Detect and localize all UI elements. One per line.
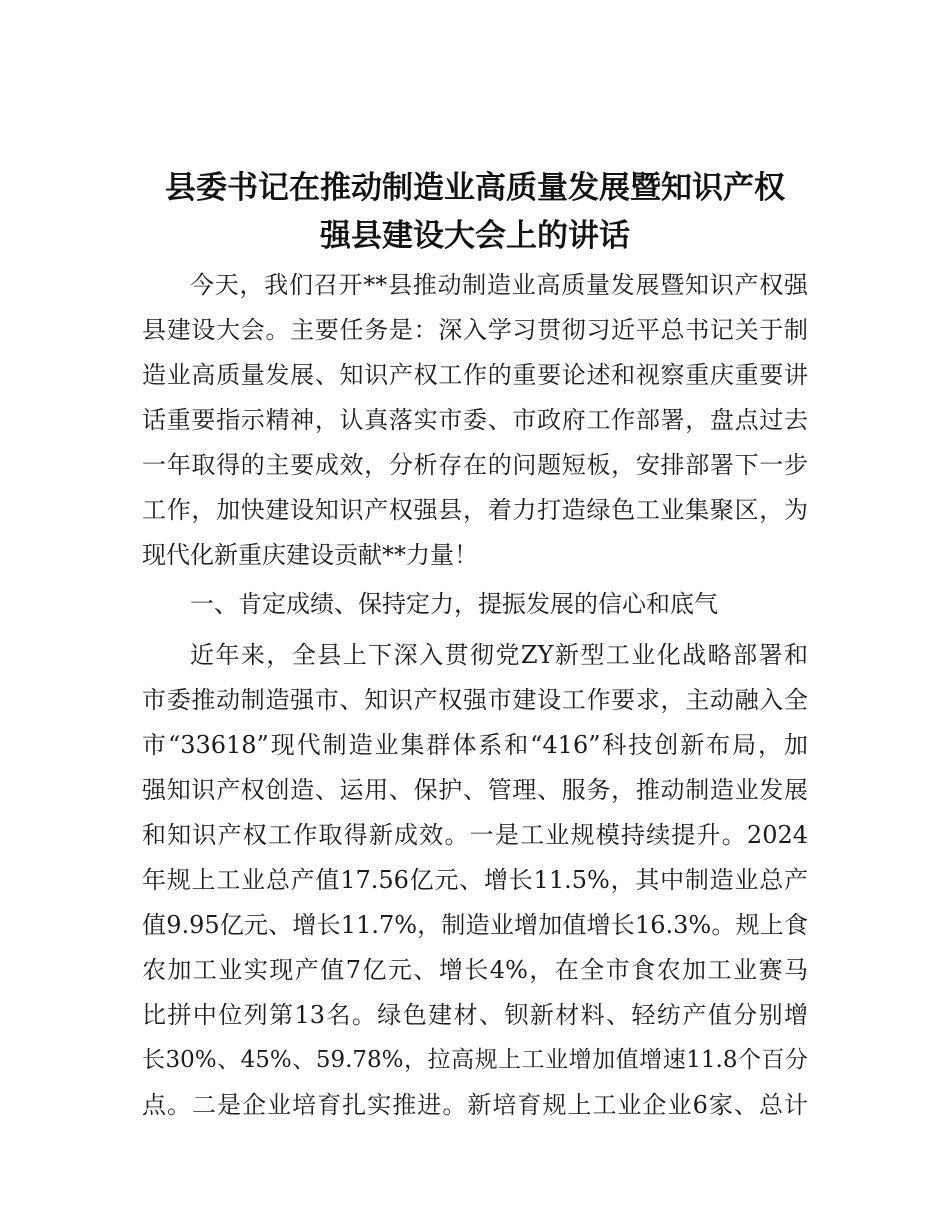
paragraph-1-line: 现代化新重庆建设贡献**力量！ bbox=[142, 541, 478, 569]
paragraph-2-line: 比拼中位列第13名。绿色建材、钡新材料、轻纺产值分别增 bbox=[142, 1001, 808, 1029]
paragraph-1-line: 县建设大会。主要任务是：深入学习贯彻习近平总书记关于制 bbox=[142, 316, 808, 344]
paragraph-1-line: 工作，加快建设知识产权强县，着力打造绿色工业集聚区，为 bbox=[142, 496, 808, 524]
paragraph-2-line: 长30%、45%、59.78%，拉高规上工业增加值增速11.8个百分 bbox=[142, 1047, 808, 1073]
document-title-line-1: 县委书记在推动制造业高质量发展暨知识产权 bbox=[165, 170, 785, 206]
paragraph-2-line: 市委推动制造强市、知识产权强市建设工作要求，主动融入全 bbox=[142, 686, 808, 714]
section-heading-1: 一、肯定成绩、保持定力，提振发展的信心和底气 bbox=[190, 590, 718, 618]
paragraph-1-line: 今天，我们召开**县推动制造业高质量发展暨知识产权强 bbox=[190, 271, 808, 299]
paragraph-2-line: 农加工业实现产值7亿元、增长4%，在全市食农加工业赛马 bbox=[142, 956, 808, 984]
paragraph-2-line: 年规上工业总产值17.56亿元、增长11.5%，其中制造业总产 bbox=[142, 866, 808, 894]
paragraph-1-line: 一年取得的主要成效，分析存在的问题短板，安排部署下一步 bbox=[142, 451, 808, 479]
paragraph-2-line: 市“33618”现代制造业集群体系和“416”科技创新布局，加 bbox=[142, 731, 808, 759]
paragraph-1-line: 造业高质量发展、知识产权工作的重要论述和视察重庆重要讲 bbox=[142, 361, 808, 389]
paragraph-2-line: 值9.95亿元、增长11.7%，制造业增加值增长16.3%。规上食 bbox=[142, 911, 808, 939]
paragraph-2-line: 强知识产权创造、运用、保护、管理、服务，推动制造业发展 bbox=[142, 776, 808, 804]
paragraph-2-line: 点。二是企业培育扎实推进。新培育规上工业企业6家、总计 bbox=[142, 1091, 808, 1119]
paragraph-2-line: 近年来，全县上下深入贯彻党ZY新型工业化战略部署和 bbox=[190, 641, 808, 669]
paragraph-2-line: 和知识产权工作取得新成效。一是工业规模持续提升。2024 bbox=[142, 821, 808, 849]
document-title-line-2: 强县建设大会上的讲话 bbox=[320, 218, 630, 254]
paragraph-1-line: 话重要指示精神，认真落实市委、市政府工作部署，盘点过去 bbox=[142, 406, 808, 434]
